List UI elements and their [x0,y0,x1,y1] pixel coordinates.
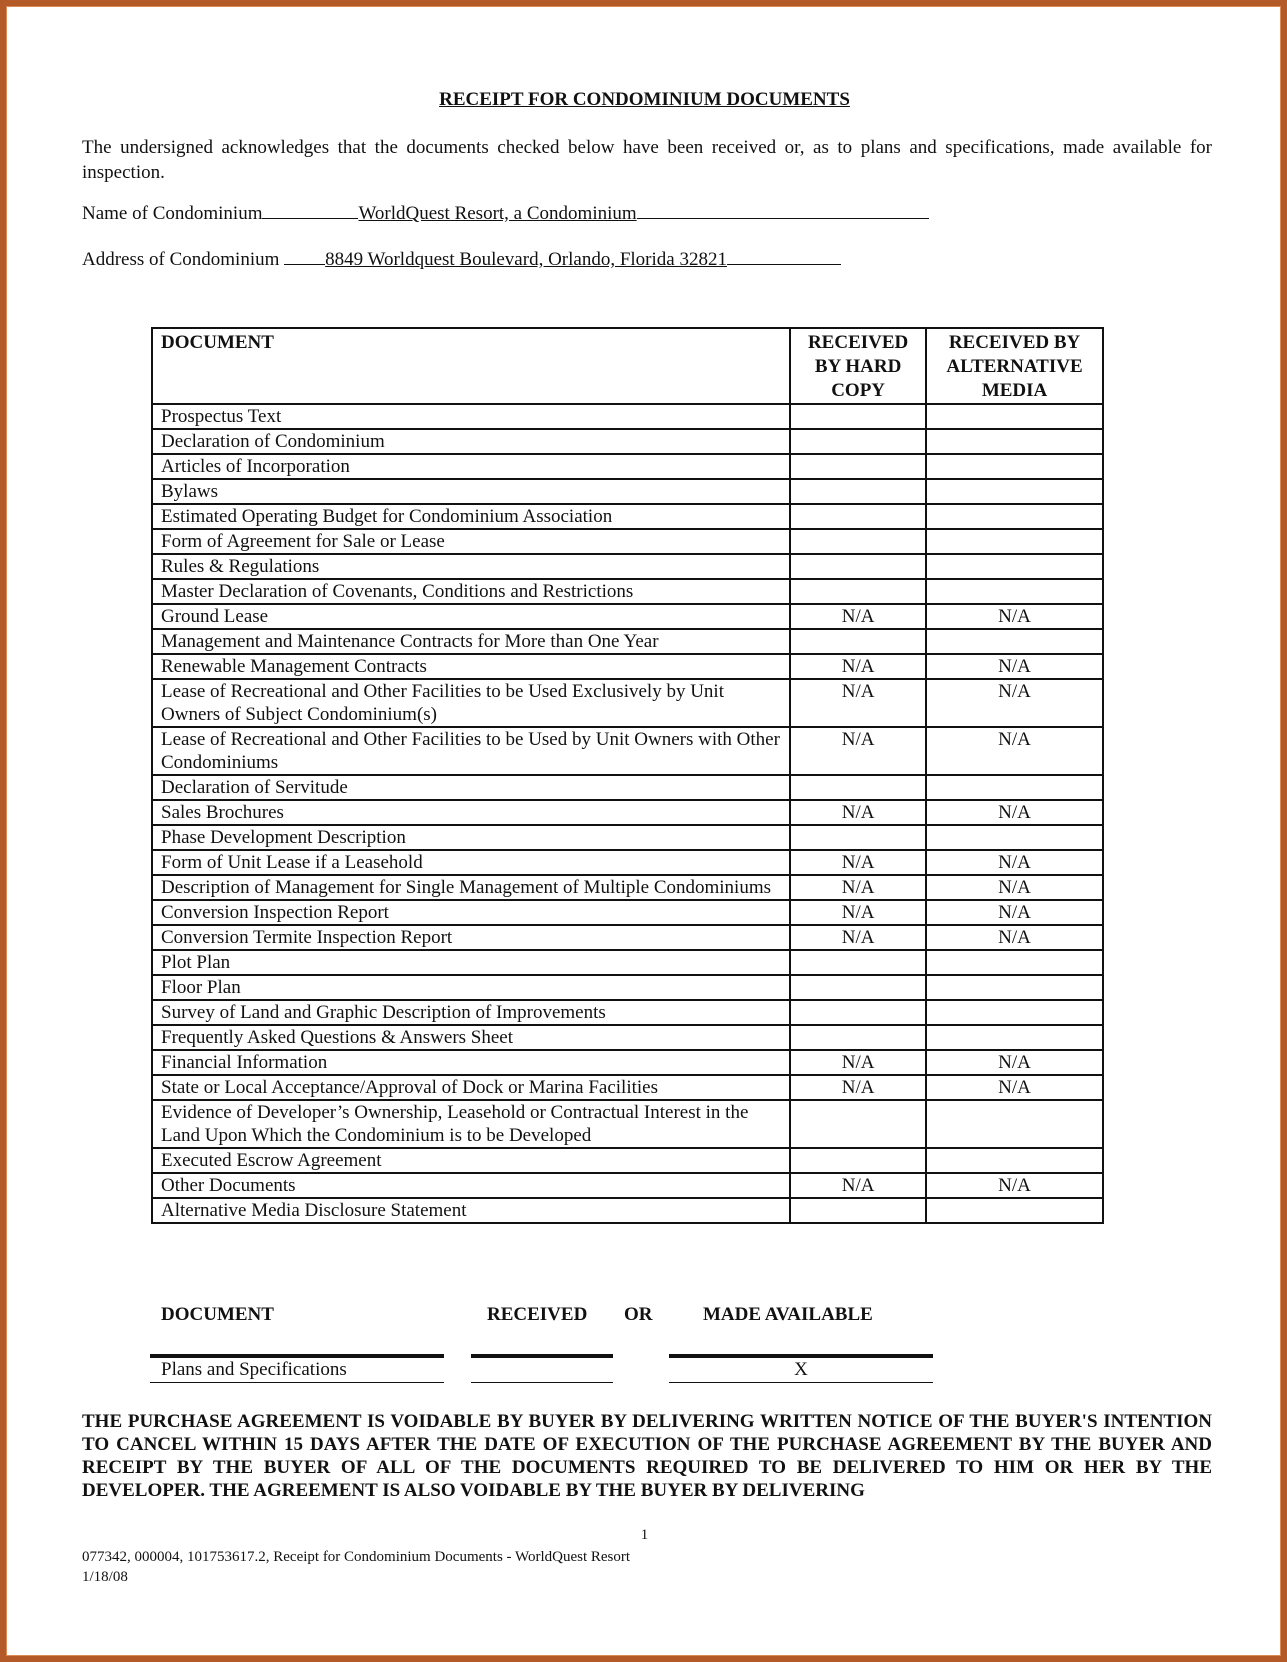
document-cell: Articles of Incorporation [152,454,790,479]
divider [471,1354,613,1358]
hard-copy-cell[interactable]: N/A [790,875,926,900]
alternative-media-cell[interactable]: N/A [926,800,1103,825]
divider [471,1382,613,1383]
divider [669,1354,933,1358]
table-row [152,1000,1103,1025]
document-cell: Prospectus Text [152,404,790,429]
table-row [152,679,1103,727]
hard-copy-cell[interactable] [790,454,926,479]
table-header-row [152,328,1103,404]
divider [150,1354,444,1358]
footer-doc-id: 077342, 000004, 101753617.2, Receipt for Condominium Documents - WorldQuest Resort [82,1549,631,1565]
table-row [152,775,1103,800]
table-row [152,554,1103,579]
hard-copy-cell[interactable] [790,950,926,975]
alternative-media-cell[interactable] [926,975,1103,1000]
document-cell: Survey of Land and Graphic Description of Improvements [152,1000,790,1025]
table-row [152,925,1103,950]
alternative-media-cell[interactable]: N/A [926,925,1103,950]
table-row [152,825,1103,850]
alternative-media-cell[interactable]: N/A [926,850,1103,875]
alternative-media-cell[interactable] [926,1148,1103,1173]
hard-copy-cell[interactable] [790,529,926,554]
document-cell: Conversion Termite Inspection Report [152,925,790,950]
hard-copy-cell[interactable] [790,1100,926,1148]
table-row [152,504,1103,529]
header-document: DOCUMENT [152,328,790,404]
table-row [152,900,1103,925]
hard-copy-cell[interactable] [790,825,926,850]
table-row [152,1025,1103,1050]
alternative-media-cell[interactable] [926,629,1103,654]
hard-copy-cell[interactable] [790,429,926,454]
document-cell: Phase Development Description [152,825,790,850]
document-cell: Evidence of Developer’s Ownership, Leasehold or Contractual Interest in the Land Upon Which the Condominium is to be Developed [152,1100,790,1148]
document-cell: Form of Agreement for Sale or Lease [152,529,790,554]
condominium-name-line [82,201,929,225]
hard-copy-cell[interactable]: N/A [790,679,926,727]
intro-paragraph: The undersigned acknowledges that the documents checked below have been received or, as to plans and specifications, made available for inspection. [82,137,1212,183]
document-cell: Declaration of Condominium [152,429,790,454]
hard-copy-cell[interactable] [790,479,926,504]
condominium-name-value: WorldQuest Resort, a Condominium [358,203,637,224]
document-cell: Frequently Asked Questions & Answers Sheet [152,1025,790,1050]
alternative-media-cell[interactable] [926,579,1103,604]
hard-copy-cell[interactable]: N/A [790,1173,926,1198]
divider [669,1382,933,1383]
table-row [152,975,1103,1000]
table-row [152,950,1103,975]
hard-copy-cell[interactable] [790,1025,926,1050]
document-cell: Plot Plan [152,950,790,975]
condominium-name-label: Name of Condominium [82,203,263,224]
hard-copy-cell[interactable] [790,1000,926,1025]
underline [284,247,325,265]
table-row [152,479,1103,504]
alternative-media-cell[interactable] [926,454,1103,479]
alternative-media-cell[interactable] [926,1025,1103,1050]
document-cell: Declaration of Servitude [152,775,790,800]
table-row [152,629,1103,654]
alternative-media-cell[interactable]: N/A [926,900,1103,925]
hard-copy-cell[interactable] [790,554,926,579]
document-cell: Rules & Regulations [152,554,790,579]
table-row [152,1198,1103,1223]
header-hard-copy: RECEIVED BY HARD COPY [790,328,926,404]
plans-header-received: RECEIVED [487,1304,588,1325]
underline [727,247,841,265]
hard-copy-cell[interactable] [790,629,926,654]
hard-copy-cell[interactable] [790,1198,926,1223]
table-row [152,529,1103,554]
document-cell: State or Local Acceptance/Approval of Dock or Marina Facilities [152,1075,790,1100]
hard-copy-cell[interactable]: N/A [790,1075,926,1100]
document-cell: Other Documents [152,1173,790,1198]
document-cell: Lease of Recreational and Other Facilities to be Used by Unit Owners with Other Condominiums [152,727,790,775]
footer-date: 1/18/08 [82,1569,128,1585]
table-row [152,1100,1103,1148]
table-row [152,404,1103,429]
alternative-media-cell[interactable] [926,1000,1103,1025]
hard-copy-cell[interactable] [790,579,926,604]
alternative-media-cell[interactable] [926,775,1103,800]
document-cell: Estimated Operating Budget for Condominium Association [152,504,790,529]
hard-copy-cell[interactable]: N/A [790,925,926,950]
condominium-address-label: Address of Condominium [82,249,280,270]
plans-made-available-value: X [794,1359,808,1380]
plans-header-or: OR [624,1304,653,1325]
table-row [152,454,1103,479]
alternative-media-cell[interactable]: N/A [926,1075,1103,1100]
document-cell: Form of Unit Lease if a Leasehold [152,850,790,875]
document-cell: Conversion Inspection Report [152,900,790,925]
document-cell: Management and Maintenance Contracts for More than One Year [152,629,790,654]
alternative-media-cell[interactable] [926,479,1103,504]
alternative-media-cell[interactable] [926,429,1103,454]
plans-header-document: DOCUMENT [161,1304,274,1325]
table-row [152,579,1103,604]
alternative-media-cell[interactable]: N/A [926,727,1103,775]
table-row [152,604,1103,629]
table-row [152,654,1103,679]
table-row [152,800,1103,825]
hard-copy-cell[interactable] [790,1148,926,1173]
hard-copy-cell[interactable]: N/A [790,800,926,825]
hard-copy-cell[interactable] [790,775,926,800]
alternative-media-cell[interactable] [926,1100,1103,1148]
alternative-media-cell[interactable]: N/A [926,679,1103,727]
table-row [152,1148,1103,1173]
underline [262,201,358,219]
alternative-media-cell[interactable] [926,504,1103,529]
alternative-media-cell[interactable] [926,404,1103,429]
alternative-media-cell[interactable]: N/A [926,604,1103,629]
hard-copy-cell[interactable] [790,975,926,1000]
alternative-media-cell[interactable] [926,529,1103,554]
page-number: 1 [640,1527,649,1543]
hard-copy-cell[interactable] [790,504,926,529]
page-title: RECEIPT FOR CONDOMINIUM DOCUMENTS [439,89,850,110]
alternative-media-cell[interactable] [926,950,1103,975]
hard-copy-cell[interactable]: N/A [790,654,926,679]
header-alternative-media: RECEIVED BY ALTERNATIVE MEDIA [926,328,1103,404]
hard-copy-cell[interactable] [790,404,926,429]
document-cell: Master Declaration of Covenants, Conditions and Restrictions [152,579,790,604]
alternative-media-cell[interactable] [926,554,1103,579]
document-cell: Lease of Recreational and Other Facilities to be Used Exclusively by Unit Owners of Subject Condominium(s) [152,679,790,727]
condominium-address-value: 8849 Worldquest Boulevard, Orlando, Florida 32821 [325,249,727,270]
document-cell: Financial Information [152,1050,790,1075]
table-row [152,850,1103,875]
document-cell: Description of Management for Single Management of Multiple Condominiums [152,875,790,900]
document-cell: Alternative Media Disclosure Statement [152,1198,790,1223]
table-row [152,1075,1103,1100]
plans-document-name: Plans and Specifications [161,1359,347,1380]
plans-header-made-available: MADE AVAILABLE [703,1304,873,1325]
alternative-media-cell[interactable] [926,1198,1103,1223]
hard-copy-cell[interactable]: N/A [790,604,926,629]
document-cell: Renewable Management Contracts [152,654,790,679]
hard-copy-cell[interactable]: N/A [790,727,926,775]
documents-table [151,327,1104,1224]
document-page [6,6,1281,1656]
alternative-media-cell[interactable]: N/A [926,654,1103,679]
alternative-media-cell[interactable] [926,825,1103,850]
document-cell: Floor Plan [152,975,790,1000]
document-cell: Sales Brochures [152,800,790,825]
table-row [152,429,1103,454]
hard-copy-cell[interactable]: N/A [790,1050,926,1075]
document-cell: Bylaws [152,479,790,504]
alternative-media-cell[interactable]: N/A [926,1173,1103,1198]
document-cell: Executed Escrow Agreement [152,1148,790,1173]
alternative-media-cell[interactable]: N/A [926,1050,1103,1075]
table-row [152,1173,1103,1198]
condominium-address-line [82,247,841,271]
table-row [152,1050,1103,1075]
table-row [152,875,1103,900]
hard-copy-cell[interactable]: N/A [790,900,926,925]
underline [637,201,929,219]
voidable-warning: THE PURCHASE AGREEMENT IS VOIDABLE BY BUYER BY DELIVERING WRITTEN NOTICE OF THE BUYER'S INTENTION TO CANCEL WITHIN 15 DAYS AFTER THE DATE OF EXECUTION OF THE PURCHASE AGREEMENT BY THE BUYER AND RECEIPT BY THE BUYER OF ALL OF THE DOCUMENTS REQUIRED TO BE DELIVERED TO HIM OR HER BY THE DEVELOPER. THE AGREEMENT IS ALSO VOIDABLE BY THE BUYER BY DELIVERING [82,1411,1212,1501]
divider [150,1382,444,1383]
table-row [152,727,1103,775]
document-cell: Ground Lease [152,604,790,629]
hard-copy-cell[interactable]: N/A [790,850,926,875]
alternative-media-cell[interactable]: N/A [926,875,1103,900]
